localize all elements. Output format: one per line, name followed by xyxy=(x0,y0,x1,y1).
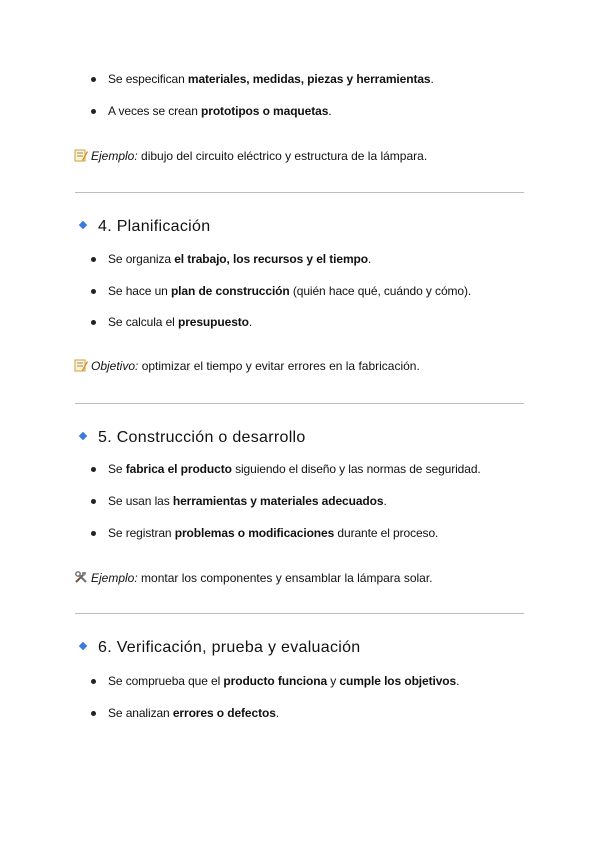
list-item: A veces se crean prototipos o maquetas. xyxy=(108,104,332,118)
list-item: Se calcula el presupuesto. xyxy=(108,315,253,329)
list-item: Se registran problemas o modificaciones durante el proceso. xyxy=(108,526,439,540)
section-divider xyxy=(75,613,524,614)
list-item: Se analizan errores o defectos. xyxy=(108,706,280,720)
list-item: Se hace un plan de construcción (quién hace qué, cuándo y cómo). xyxy=(108,284,472,298)
diamond-bullet-icon xyxy=(79,432,87,440)
list-item: Se fabrica el producto siguiendo el diseño y las normas de seguridad. xyxy=(108,462,481,476)
memo-icon xyxy=(74,358,88,372)
diamond-bullet-icon xyxy=(79,221,87,229)
tools-icon xyxy=(74,570,88,584)
memo-icon xyxy=(74,148,88,162)
example-note: Ejemplo: dibujo del circuito eléctrico y estructura de la lámpara. xyxy=(74,148,427,164)
section-heading: 4. Planificación xyxy=(78,217,210,237)
section-divider xyxy=(75,403,524,404)
section-heading: 6. Verificación, prueba y evaluación xyxy=(78,638,361,658)
objective-note: Objetivo: optimizar el tiempo y evitar errores en la fabricación. xyxy=(74,358,420,374)
example-note: Ejemplo: montar los componentes y ensamblar la lámpara solar. xyxy=(74,570,433,586)
section-divider xyxy=(75,192,524,193)
list-item: Se usan las herramientas y materiales adecuados. xyxy=(108,494,387,508)
list-item: Se organiza el trabajo, los recursos y el tiempo. xyxy=(108,252,372,266)
diamond-bullet-icon xyxy=(79,642,87,650)
list-item: Se especifican materiales, medidas, piezas y herramientas. xyxy=(108,72,434,86)
list-item: Se comprueba que el producto funciona y cumple los objetivos. xyxy=(108,674,460,688)
section-heading: 5. Construcción o desarrollo xyxy=(78,428,306,448)
